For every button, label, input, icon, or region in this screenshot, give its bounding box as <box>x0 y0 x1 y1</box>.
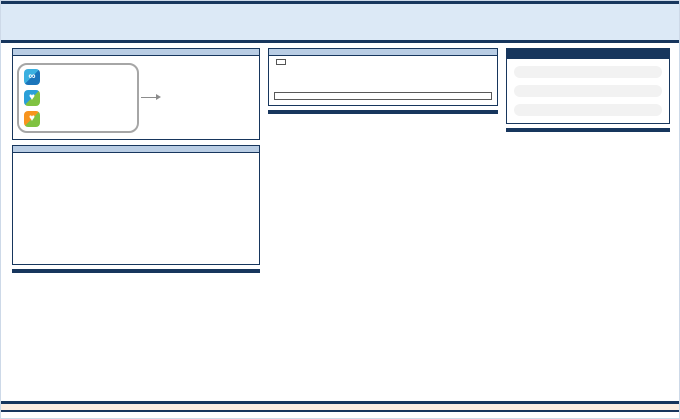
distribution-panel-header <box>13 146 259 153</box>
forest-note-box <box>274 92 492 100</box>
safety-box-hyperkalemia <box>514 85 662 97</box>
hba1c-donut-block <box>18 157 134 258</box>
column-divider-bar <box>12 269 260 273</box>
trial-row-figaro <box>24 90 132 106</box>
fineheart-panel-header <box>13 49 259 56</box>
column-divider-bar <box>268 110 498 114</box>
fineheart-panel-body <box>13 56 259 139</box>
safety-box-sglt2-glp1 <box>514 104 662 116</box>
trial-row-fidelio <box>24 69 132 85</box>
glt-donut-chart <box>149 162 245 258</box>
donut-hole <box>165 178 229 242</box>
donut-charts <box>13 153 259 264</box>
forest-plot-area <box>269 56 497 105</box>
left-column <box>12 48 260 401</box>
glt-donut-block <box>139 157 255 258</box>
safety-boxes <box>507 59 669 123</box>
fidelio-trial-logo-icon: ∞ <box>24 69 40 85</box>
population-summary <box>158 94 255 101</box>
main-content <box>1 43 679 401</box>
outcomes-panel-header <box>269 49 497 56</box>
abbreviations-footnote <box>1 412 679 418</box>
safety-panel <box>506 48 670 124</box>
finearts-trial-logo-icon: ♥ <box>24 111 40 127</box>
trial-row-finearts <box>24 111 132 127</box>
arrow-right-icon <box>141 97 156 98</box>
forest-legend <box>276 59 286 65</box>
hazard-ratio-column-header <box>394 67 474 74</box>
safety-column <box>506 48 670 401</box>
page-title <box>1 1 679 43</box>
trial-logo-group <box>17 61 139 133</box>
column-divider-bar <box>506 128 670 132</box>
outcomes-panel <box>268 48 498 106</box>
safety-panel-header <box>507 49 669 59</box>
hba1c-donut-chart <box>28 162 124 258</box>
fineheart-panel <box>12 48 260 140</box>
summary-statement <box>1 401 679 412</box>
safety-box-serious-adverse-events <box>514 66 662 78</box>
middle-column <box>268 48 498 401</box>
trial-logos-box <box>17 63 139 133</box>
donut-hole <box>44 178 108 242</box>
distribution-panel <box>12 145 260 265</box>
forest-plot-header-row <box>274 59 492 92</box>
figaro-trial-logo-icon: ♥ <box>24 90 40 106</box>
